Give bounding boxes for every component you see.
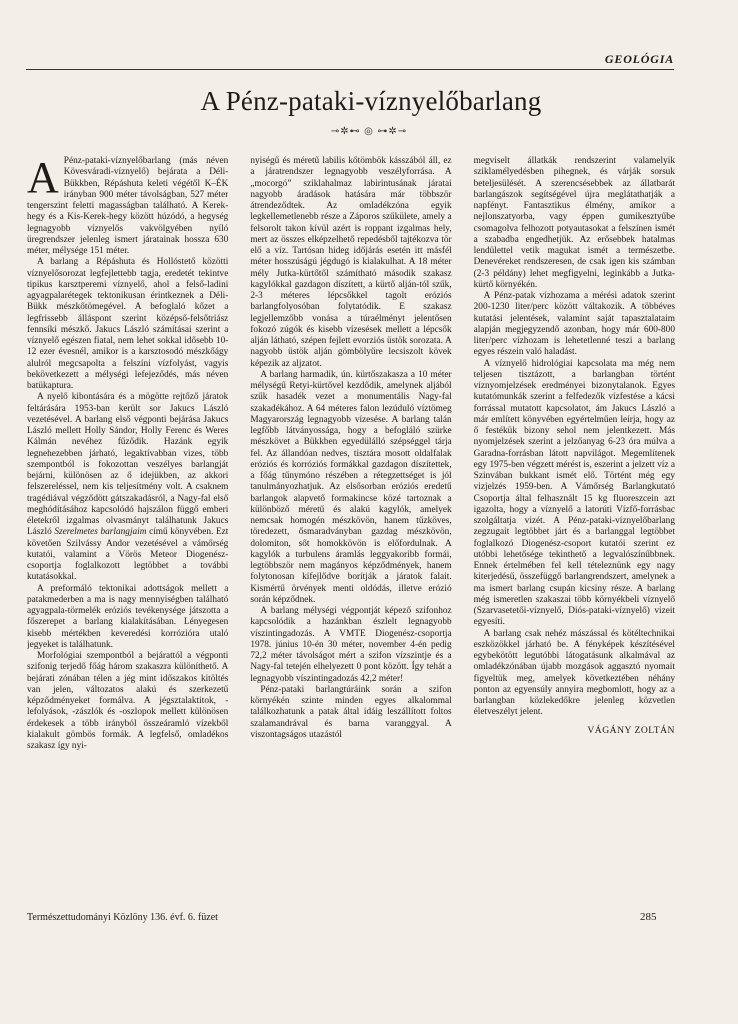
paragraph [27, 156, 228, 257]
book-title: Szerelmetes barlangjaim [54, 527, 147, 538]
header-rule [26, 69, 674, 70]
paragraph: A barlang csak nehéz mászással és kötéltechnikai eszközökkel járható be. A fényképek készítésével egybekötött legutóbbi látogatásunk alkalmával az omladékzónában újabb mozgások aggasztó nyomait figyeltük meg, amelyek következtében néhány ponton az egyensúly annyira megbomlott, hogy az a barlangban közlekedőkre jelenleg közvetlen életveszélyt jelent. [473, 628, 675, 718]
paragraph: A preformáló tektonikai adottságok mellett a patakmederben a ma is nagy mennyiségben található agyagpala-törmelék eróziós tevékenysége játszotta a főszerepet a barlang kialakításában. Lényegesen kisebb mértékben keveredési korrózióra utaló jegyeket is találhatunk. [27, 583, 229, 650]
title-ornament: ⊸✲⊷ ◎ ⊶✲⊸ [330, 126, 408, 137]
paragraph: nyiségű és méretű labilis kőtömbök kásszából áll, ez a járatrendszer legnagyobb veszélyforrása. A „mocorgó” sziklahalmaz labirintusának járatai nagyobb áradások hatására már többször átrendeződtek. Az omladékzóna egyik legkellemetlenebb része a Záporos szűkülete, amely a felsorolt takon kívül azért is roppant izgalmas hely, mert az összes elképzelhető repedésből tajtékozva tör elő a víz. Tartósan hideg időjárás esetén itt másfél méter hosszúságú jégdugó is kialakulhat. A 18 méter mély Jutka-kürtőtől számítható második szakasz kagylókkal gazdagon díszített, a kürtő alján-tól szűk, 2-3 méteres lépcsőkkel tagolt eróziós barlangfolyosóban folytatódik. E szakasz legjellemzőbb vonása a túraélményt jelentősen fokozó zúgók és kisebb vízesések mellett a lépcsők alján látható, szépen fejlett evorziós üstök sorozata. A nagyobb üstök alján gömbölyűre lecsiszolt kövek képezik az aljzatot. [250, 156, 452, 369]
column-3 [474, 156, 675, 904]
column-1 [27, 156, 228, 904]
footer-journal: Természettudományi Közlöny 136. évf. 6. füzet [27, 912, 218, 923]
paragraph: A barlang harmadik, ún. kürtőszakasza a 10 méter mélységű Retyi-kürtővel kezdődik, amelynek aljából szűk hasadék vezet a monumentális Nagy-fal szakadékához. A 64 méteres falon lezúduló víztömeg Magyarország legnagyobb vízesése. A barlang talán legfőbb látványossága, hogy a befogláló szürke mészkövet a Bükkben egyedülálló szépséggel tárja fel. Az állandóan nedves, tisztára mosott oldalfalak eróziós és korróziós formákkal gazdagon díszítettek, a főág tűnymóno részében a rétegzettséget is jól tanulmányozhatjuk. Az elsősorban eróziós eredetű barlangok alapvető formakincse közé tartoznak a különböző méretű és alakú kagylók, amelyek nemcsak homogén mészkövön, hanem tűzköves, töredezett, ősmaradványban gazdag mészkövön, dolomiton, sőt homokkövön is előfordulnak. A kagylók a turbulens áramlás leggyakoribb formái, legtöbbször nem magányos képződmények, hanem folytonosan kifejlődve borítják a járatok falait. Kismértű örvények menti oldódás, illetve erózió során képződnek. [250, 369, 452, 605]
paragraph-text: Pénz-pataki-víznyelőbarlang (más néven Kövesváradi-víznyelő) bejárata a Déli-Bükkben, Répáshuta keleti végétől K–ÉK irányban 900 méter távolságban, 527 méter tengerszint feletti magasságban található. A Kerek-hegy és a Kis-Kerek-hegy között húzódó, a hegység legnagyobb víznyelős vakvölgyében nyíló üregrendszer jelenleg ismert járatainak hossza 630 méter, mélysége 151 méter. [27, 156, 229, 256]
paragraph: A barlang mélységi végpontját képező szifonhoz kapcsolódik a hazánkban észlelt legnagyobb víszintingadozás. A VMTE Diogenész-csoportja 1978. június 10-én 30 méter, november 4-én pedig 72,2 méter távolságot mért a szifon vízszintje és a Nagy-fal tetején elhelyezett 0 pont között. Így tehát a legnagyobb víszintingadozás 42,2 méter! [250, 606, 452, 684]
paragraph: A barlang a Répáshuta és Hollóstető közötti víznyelősorozat legfejlettebb tagja, eredetét tekintve tipikus karsztperemi víznyelő, ahol a felső-ladini agyagpalarétegek tektonikusan érintkeznek a Déli-Bükk mészkőtömegével. A befoglaló kőzet a legfrissebb álláspont szerint középső-felsőtriász fennsíki mészkő. Jakucs László számításai szerint a víznyelő egészen fiatal, nem lehet sokkal idősebb 10-12 ezer évesnél, amikor is a karsztosodó mészkőágy alulról megcsapolta a felszíni vízfolyást, vagyis bekövetkezett a mélységi lefejeződés, más néven batükaptura. [27, 257, 229, 391]
page-number: 285 [640, 911, 657, 923]
column-2 [250, 156, 451, 904]
paragraph: Pénz-pataki barlangtúráink során a szifon környékén szinte minden egyes alkalommal találkozhatunk a patak által idáig leszállított foltos szalamandrával és barna varanggyal. A viszontagságos utazástól [250, 684, 452, 740]
article-body [27, 156, 675, 904]
paragraph: A nyelő kibontására és a mögötte rejtőző járatok feltárására 1953-ban került sor Jakucs László vezetésével. A barlang első végponti bejárása Jakucs László mellett Holly Sándor, Holly Ferenc és Weres Kálmán nevéhez fűződik. Hazánk egyik legnehezebben járható, legaktívabban vizes, több szempontból is fokozottan veszélyes barlangját bejárni, különösen az ő idejükben, az akkori felszereléssel, nem kis teljesítmény volt. A csaknem tragédiával végződött gátszakadásról, a Nagy-fal első meghódításához kapcsolódó hajszálon függő emberi életekről izgalmas olvasmányt találhatunk Jakucs László Szerelmetes barlangjaim című könyvében. Ezt követően Szilvássy Andor vezetésével a vámőrség kutatói, valamint a Vörös Meteor Diogenész-csoportja foglalkozott legtöbbet a további kutatásokkal. [27, 392, 229, 583]
drop-cap: A [27, 156, 59, 202]
paragraph: A víznyelő hidrológiai kapcsolata ma még nem teljesen tisztázott, a barlangban történt víznyomjelzések eredményei bizonytalanok. Egyes kutatómunkák szerint a felfedezők vízfestése a kácsi forrással mutatott kapcsolatot, ám Jakucs László a már említett könyvében egyértelműen leírja, hogy az ő festékük bizony sehol nem jelentkezett. Más nyomjelzések szerint a jelzőanyag 6-23 óra múlva a Garadna-forrásban látott napvilágot. Megemlítenek egy 1975-ben végzett mérést is, eszerint a jelzett víz a Szinvában bukkant ismét elő. Történt még egy vizjelzés 1959-ben. A Vámőrség Barlangkutató Csoportja által felhasznált 15 kg fluoreszcein azt igazolta, hogy a víznyelő a latorúti Vízfő-forrásbac szolgáltatja vizét. A Pénz-pataki-víznyelőbarlang zegzugait legtöbbet járt és a barlanggal legtöbbet foglalkozó Diogenész-csoport kutatói szerint ez utóbbi lehetősége tekinthető a legvalószínűbbnek. Ennek értelmében fel kell tételeznünk egy nagy kiterjedésű, összefüggő barlangrendszert, amelynek a ma ismert barlang csupán kicsiny része. A barlang még ismeretlen szakaszai több környékbeli víznyelő (Szarvasetetői-víznyelő, Diós-pataki-víznyelő) vizeit egyesíti. [473, 358, 675, 628]
section-header: GEOLÓGIA [604, 52, 674, 66]
paragraph: megviselt állatkák rendszerint valamelyik sziklamélyedésben pihegnek, és várják sorsuk beteljesülését. A szerencsésebbek az állatbarát barlangászok segítségével újra meglátathatják a napfényt. Fantasztikus élmény, amikor a nejlonszatyorba, vagy éppen gumikesztyűbe csomagolva felhozott potyautasokat a felszínen ismét a szabadba engedhetjük. Az erősebbek hatalmas lendülettel vetik magukat ismét a természetbe. Denevéreket rendszeresen, de csak igen kis számban (2-3 példány) lehet megfigyelni, leginkább a Jutka-kürtő környékén. [473, 156, 675, 290]
paragraph: A Pénz-patak vízhozama a mérési adatok szerint 200-1230 liter/perc között váltakozik. A többéves kutatási jelentések, valamint saját tapasztalataim alapján megjegyzendő azonban, hogy már 600-800 liter/perc vízhozam is lehetetlenné teszi a barlang egyes részein való haladást. [473, 291, 675, 358]
article-title: A Pénz-pataki-víznyelőbarlang [200, 86, 542, 116]
paragraph: Morfológiai szempontból a bejárattól a végponti szifonig terjedő főág három szakaszra különíthető. A bejárati zónában télen a jég mint időszakos kitöltés van jelen, változatos alakú és szerkezetű képződményeket formálva. A jégsztalaktitok, -lefolyások, -zászlók és -oszlopok mellett különösen érdekesek a több irányból összeáramló vízekből kialakult gömbös formák. A legfelső, omladékos szakasz így nyi- [27, 651, 229, 751]
author-byline: VÁGÁNY ZOLTÁN [587, 724, 675, 736]
